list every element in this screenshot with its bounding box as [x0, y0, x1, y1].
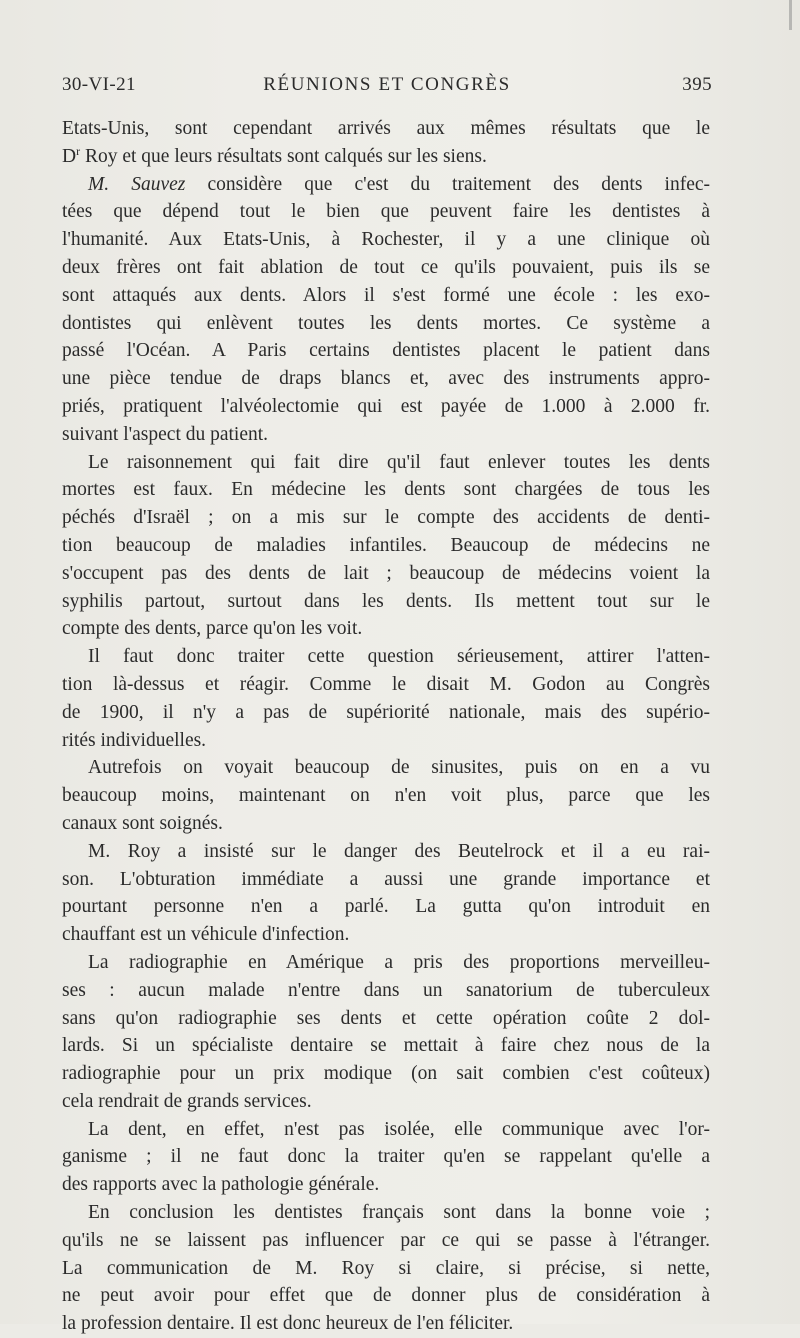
header-date: 30-VI-21	[62, 74, 136, 95]
text-line	[62, 143, 710, 171]
text-line: ne peut avoir pour effet que de donner plus de considération à	[62, 1285, 710, 1307]
text-line: La dent, en effet, n'est pas isolée, elle communique avec l'or-	[88, 1118, 710, 1140]
text-line: chauffant est un véhicule d'infection.	[62, 924, 350, 946]
text-line: qu'ils ne se laissent pas influencer par ce qui se passe à l'étranger.	[62, 1229, 710, 1251]
text-line: péchés d'Israël ; on a mis sur le compte des accidents de denti-	[62, 507, 710, 529]
text-line: Etats-Unis, sont cependant arrivés aux mêmes résultats que le	[62, 118, 710, 139]
text-line: tées que dépend tout le bien que peuvent faire les dentistes à	[62, 201, 710, 223]
text-line: sans qu'on radiographie ses dents et cette opération coûte 2 dol-	[62, 1007, 710, 1029]
dr-prefix: D	[62, 145, 77, 167]
text-line: l'humanité. Aux Etats-Unis, à Rochester, il y a une clinique où	[62, 229, 710, 251]
text-fragment: considère que c'est du traitement des dents infec-	[207, 173, 710, 195]
text-line: ganisme ; il ne faut donc la traiter qu'en se rappelant qu'elle a	[62, 1146, 710, 1168]
text-line: La communication de M. Roy si claire, si précise, si nette,	[62, 1257, 710, 1279]
running-header	[62, 74, 712, 104]
text-line: dontistes qui enlèvent toutes les dents mortes. Ce système a	[62, 312, 710, 334]
text-line	[62, 171, 710, 199]
header-title: RÉUNIONS ET CONGRÈS	[263, 74, 511, 95]
text-line: suivant l'aspect du patient.	[62, 423, 269, 445]
text-line: deux frères ont fait ablation de tout ce qu'ils pouvaient, puis ils se	[62, 256, 710, 278]
text-line: tion beaucoup de maladies infantiles. Beaucoup de médecins ne	[62, 534, 710, 556]
text-line: des rapports avec la pathologie générale.	[62, 1174, 380, 1196]
text-line: ses : aucun malade n'entre dans un sanatorium de tuberculeux	[62, 979, 710, 1001]
text-line: La radiographie en Amérique a pris des proportions merveilleu-	[88, 951, 710, 973]
text-line: cela rendrait de grands services.	[62, 1090, 312, 1112]
dr-superscript: r	[76, 143, 81, 158]
text-line: sont attaqués aux dents. Alors il s'est formé une école : les exo-	[62, 284, 710, 306]
text-line: canaux sont soignés.	[62, 812, 223, 834]
text-line: rités individuelles.	[62, 729, 207, 751]
text-line: de 1900, il n'y a pas de supériorité nationale, mais des supério-	[62, 701, 710, 723]
page-number: 395	[682, 74, 712, 95]
article-body	[62, 115, 710, 1338]
text-line: son. L'obturation immédiate a aussi une grande importance et	[62, 868, 710, 890]
text-fragment: Roy et que leurs résultats sont calqués sur les siens.	[84, 145, 487, 167]
text-line: Autrefois on voyait beaucoup de sinusites, puis on en a vu	[88, 757, 710, 779]
text-line: s'occupent pas des dents de lait ; beaucoup de médecins voient la	[62, 562, 710, 584]
text-line: M. Roy a insisté sur le danger des Beutelrock et il a eu rai-	[88, 840, 710, 862]
text-line: compte des dents, parce qu'on les voit.	[62, 618, 363, 640]
text-line: Le raisonnement qui fait dire qu'il faut enlever toutes les dents	[88, 451, 710, 473]
text-line: beaucoup moins, maintenant on n'en voit plus, parce que les	[62, 785, 710, 807]
text-line: pourtant personne n'en a parlé. La gutta qu'on introduit en	[62, 896, 710, 918]
text-line: Il faut donc traiter cette question sérieusement, attirer l'atten-	[88, 646, 710, 668]
text-line: tion là-dessus et réagir. Comme le disait M. Godon au Congrès	[62, 673, 710, 695]
text-line: En conclusion les dentistes français sont dans la bonne voie ;	[88, 1202, 710, 1224]
speaker-name: M. Sauvez	[88, 173, 186, 195]
text-line: radiographie pour un prix modique (on sait combien c'est coûteux)	[62, 1063, 710, 1085]
text-line: priés, pratiquent l'alvéolectomie qui est payée de 1.000 à 2.000 fr.	[62, 395, 710, 417]
text-line: mortes est faux. En médecine les dents sont chargées de tous les	[62, 479, 710, 501]
text-line: passé l'Océan. A Paris certains dentistes placent le patient dans	[62, 340, 710, 362]
text-line: la profession dentaire. Il est donc heureux de l'en féliciter.	[62, 1313, 514, 1335]
text-line: une pièce tendue de draps blancs et, avec des instruments appro-	[62, 368, 710, 390]
scan-edge-mark	[789, 0, 792, 30]
text-line: syphilis partout, surtout dans les dents. Ils mettent tout sur le	[62, 590, 710, 612]
text-line: lards. Si un spécialiste dentaire se mettait à faire chez nous de la	[62, 1035, 710, 1057]
